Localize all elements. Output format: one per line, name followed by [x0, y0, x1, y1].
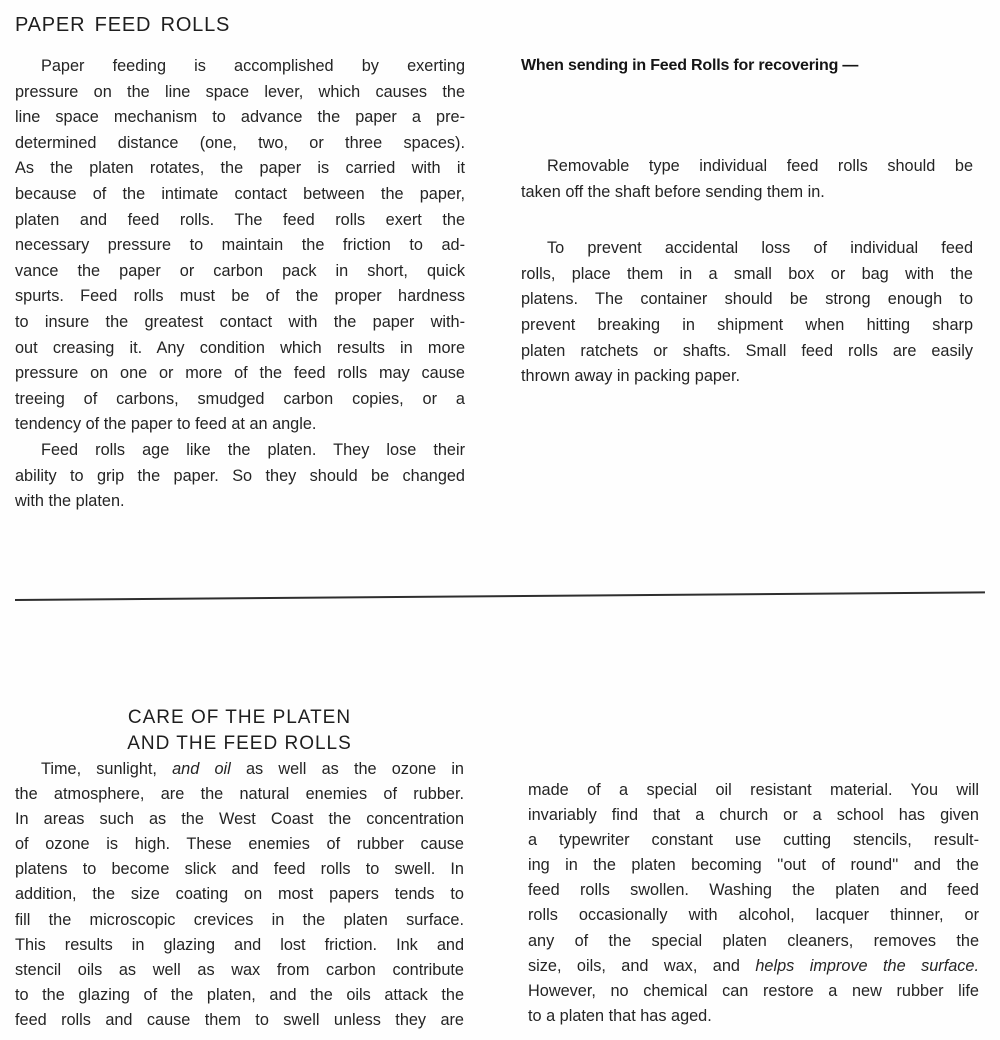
- heading-line: CARE OF THE PLATEN: [127, 707, 352, 728]
- text-line: size, oils, and wax, and helps improve the surface.: [528, 956, 980, 975]
- text-line: any of the special platen cleaners, removes the: [528, 931, 979, 950]
- text-line: of ozone is high. These enemies of rubber cause: [15, 835, 464, 854]
- recovering-heading: When sending in Feed Rolls for recovering —: [521, 57, 859, 74]
- text-line: platens to become slick and feed rolls to swell. In: [15, 860, 464, 879]
- text-line: ing in the platen becoming ''out of round'' and the: [528, 856, 979, 875]
- recovering-paragraph-1: [521, 154, 973, 205]
- text-line: out creasing it. Any condition which results in more: [15, 338, 465, 357]
- section-divider-rule: [15, 591, 985, 601]
- text-line: In areas such as the West Coast the concentration: [15, 810, 464, 829]
- text-line: because of the intimate contact between the paper,: [15, 184, 465, 203]
- text-line: Time, sunlight, and oil as well as the ozone in: [41, 760, 464, 778]
- text-line: feed rolls swollen. Washing the platen and feed: [528, 881, 979, 900]
- text-line: with the platen.: [15, 492, 125, 511]
- recovering-paragraph-2: [521, 236, 973, 390]
- text-line: treeing of carbons, smudged carbon copies, or a: [15, 389, 465, 408]
- text-line: Feed rolls age like the platen. They lose their: [41, 440, 465, 459]
- text-line: line space mechanism to advance the paper a pre-: [15, 108, 465, 127]
- text-line: prevent breaking in shipment when hitting sharp: [521, 315, 973, 334]
- intro-paragraph-2: [15, 438, 465, 515]
- text-line: to the glazing of the platen, and the oils attack the: [15, 985, 464, 1004]
- text-line: to a platen that has aged.: [528, 1006, 712, 1025]
- text-line: platens. The container should be strong enough to: [521, 290, 973, 309]
- text-line: spurts. Feed rolls must be of the proper hardness: [15, 287, 465, 306]
- text-line: Paper feeding is accomplished by exerting: [41, 57, 465, 75]
- text-line: to insure the greatest contact with the paper with-: [15, 312, 465, 331]
- text-line: feed rolls and cause them to swell unless they are: [15, 1010, 464, 1029]
- text-line: determined distance (one, two, or three spaces).: [15, 133, 465, 152]
- section-recovering: [521, 55, 973, 390]
- text-line: pressure on one or more of the feed rolls may cause: [15, 364, 465, 383]
- text-line: thrown away in packing paper.: [521, 367, 741, 386]
- section-paper-feed-rolls-body: [15, 54, 465, 515]
- text-line: vance the paper or carbon pack in short, quick: [15, 261, 465, 280]
- text-line: However, no chemical can restore a new rubber life: [528, 981, 979, 1000]
- care-paragraph-left-column: [15, 757, 464, 1033]
- text-line: platen ratchets or shafts. Small feed rolls are easily: [521, 341, 973, 360]
- text-line: stencil oils as well as wax from carbon contribute: [15, 960, 464, 979]
- text-line: This results in glazing and lost friction. Ink and: [15, 935, 464, 954]
- text-line: platen and feed rolls. The feed rolls exert the: [15, 210, 465, 229]
- text-line: ability to grip the paper. So they should be changed: [15, 466, 465, 485]
- text-line: As the platen rotates, the paper is carried with it: [15, 159, 465, 178]
- text-line: invariably find that a church or a school has given: [528, 806, 979, 825]
- text-line: necessary pressure to maintain the friction to ad-: [15, 236, 465, 255]
- text-line: addition, the size coating on most papers tends to: [15, 885, 464, 904]
- text-line: pressure on the line space lever, which causes the: [15, 82, 465, 101]
- intro-paragraph-1: [15, 54, 465, 438]
- text-line: a typewriter constant use cutting stencils, result-: [528, 831, 979, 850]
- text-line: taken off the shaft before sending them in.: [521, 182, 825, 201]
- heading-line: AND THE FEED ROLLS: [127, 733, 352, 754]
- text-line: To prevent accidental loss of individual feed: [547, 239, 973, 258]
- text-line: tendency of the paper to feed at an angle.: [15, 415, 317, 434]
- text-line: fill the microscopic crevices in the platen surface.: [15, 910, 464, 929]
- text-line: rolls occasionally with alcohol, lacquer thinner, or: [528, 906, 979, 925]
- text-line: rolls, place them in a small box or bag with the: [521, 264, 973, 283]
- care-paragraph-right-column: [528, 778, 979, 1029]
- page-title: PAPER FEED ROLLS: [15, 14, 231, 36]
- text-line: the atmosphere, are the natural enemies of rubber.: [15, 785, 464, 804]
- text-line: Removable type individual feed rolls should be: [547, 157, 973, 175]
- care-section-heading: [15, 705, 464, 757]
- text-line: made of a special oil resistant material. You will: [528, 781, 979, 799]
